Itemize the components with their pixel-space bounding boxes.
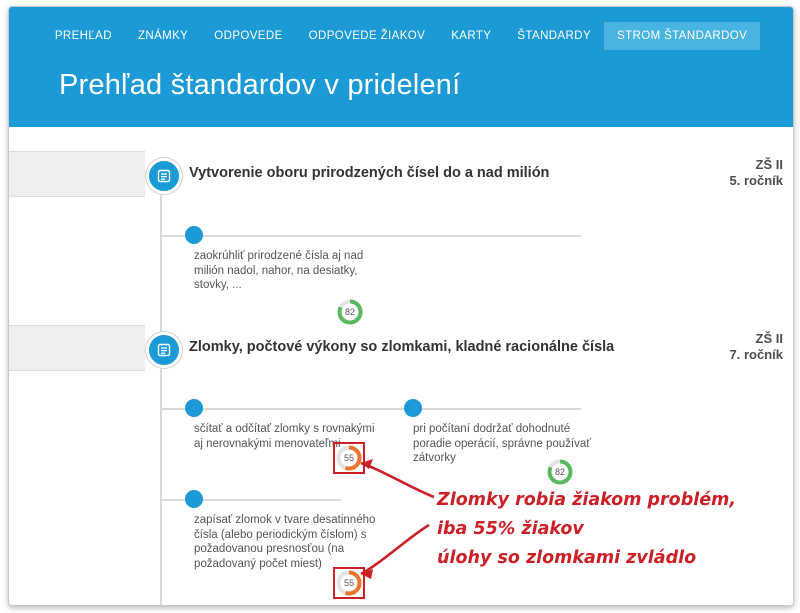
leaf-text-2-1[interactable]: sčítať a odčítať zlomky s rovnakými aj nerovnakými menovateľmi <box>194 423 375 450</box>
branch-dot-1-1[interactable] <box>185 226 203 244</box>
annotation-line-1: Zlomky robia žiakom problém, <box>437 490 736 510</box>
nav-item-standardy[interactable]: ŠTANDARDY <box>517 30 592 42</box>
browser-window <box>8 6 794 606</box>
annotation-line-2: iba 55% žiakov <box>437 519 584 539</box>
score-donut-2-3[interactable] <box>336 570 362 596</box>
standard-title-1[interactable]: Vytvorenie oboru prirodzených čísel do a nad milión <box>189 165 550 181</box>
score-value-2-2: 82 <box>554 467 565 477</box>
nav-item-odpovede[interactable]: ODPOVEDE <box>214 30 283 42</box>
leaf-text-2-3[interactable]: zapísať zlomok v tvare desatinného čísla (alebo periodickým číslom) s požadovanou presnosťou (na požadovaný počet miest) <box>194 514 376 570</box>
score-value-2-1: 55 <box>343 453 354 463</box>
page-header <box>9 7 793 127</box>
main-navigation <box>9 21 793 51</box>
branch-line-2-1 <box>161 408 581 410</box>
document-icon[interactable] <box>146 332 182 368</box>
grade-label-2-line1: ZŠ II <box>755 331 783 346</box>
grade-band-1 <box>9 151 145 197</box>
annotation-line-3: úlohy so zlomkami zvládlo <box>437 548 697 568</box>
standards-tree <box>9 127 793 605</box>
standard-title-2[interactable]: Zlomky, počtové výkony so zlomkami, kladné racionálne čísla <box>189 339 615 355</box>
grade-label-1-line1: ZŠ II <box>755 157 783 172</box>
grade-label-1-line2: 5. ročník <box>729 173 783 188</box>
nav-item-prehlad[interactable]: PREHĽAD <box>54 30 112 42</box>
score-value-2-3: 55 <box>343 578 354 588</box>
branch-dot-2-1[interactable] <box>185 399 203 417</box>
nav-item-strom-standardov[interactable]: STROM ŠTANDARDOV <box>604 22 760 50</box>
grade-label-2-line2: 7. ročník <box>729 347 783 362</box>
leaf-text-2-2[interactable]: pri počítaní dodržať dohodnuté poradie operácií, správne používať zátvorky <box>413 423 591 464</box>
nav-item-odpovede-ziakov[interactable]: ODPOVEDE ŽIAKOV <box>308 30 426 42</box>
nav-item-znamky[interactable]: ZNÁMKY <box>137 30 189 42</box>
leaf-text-1-1[interactable]: zaokrúhliť prirodzené čísla aj nad milión nadol, nahor, na desiatky, stovky, ... <box>194 250 364 291</box>
branch-dot-2-2[interactable] <box>404 399 422 417</box>
score-value-1-1: 82 <box>344 307 355 317</box>
page-title: Prehľad štandardov v pridelení <box>59 69 461 101</box>
timeline-trunk-2 <box>160 363 162 605</box>
score-donut-2-2[interactable] <box>547 459 573 485</box>
branch-line-1-1 <box>161 235 581 237</box>
score-donut-1-1[interactable] <box>337 299 363 325</box>
branch-dot-2-3[interactable] <box>185 490 203 508</box>
grade-band-2 <box>9 325 145 371</box>
timeline-trunk-1 <box>160 189 162 351</box>
nav-item-karty[interactable]: KARTY <box>451 30 492 42</box>
document-icon[interactable] <box>146 158 182 194</box>
score-donut-2-1[interactable] <box>336 445 362 471</box>
